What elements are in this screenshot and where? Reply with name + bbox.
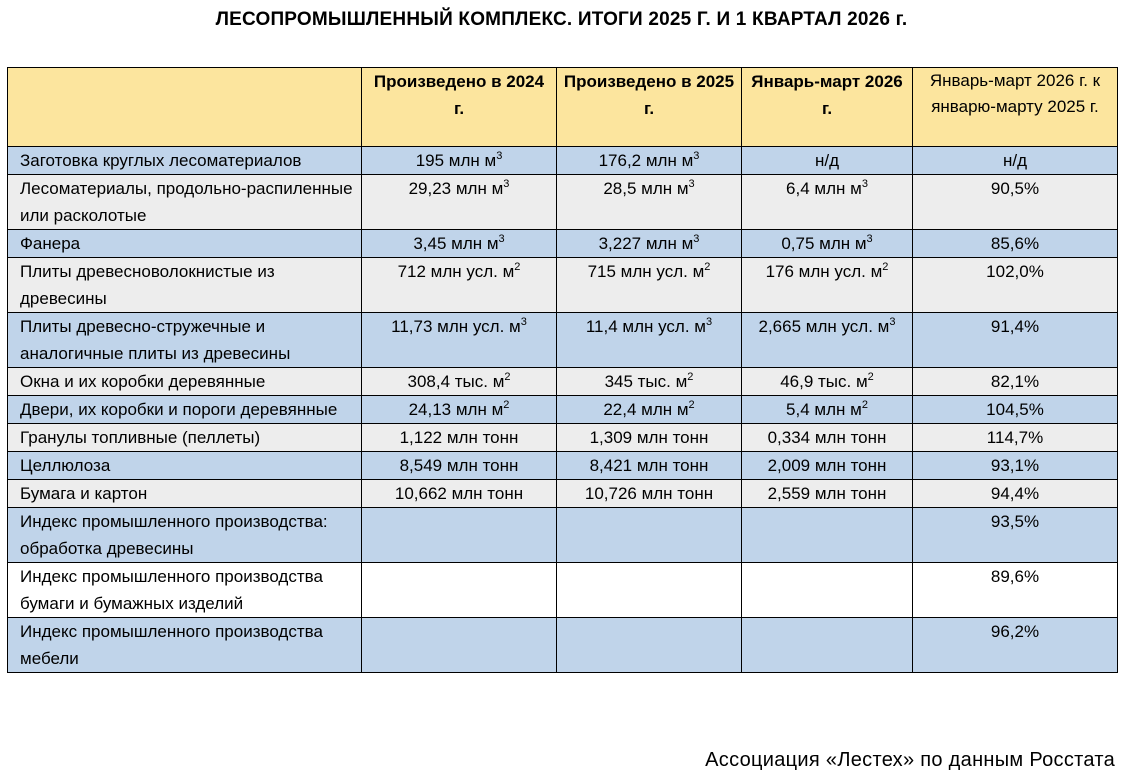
row-name-cell-text: Индекс промышленного производства мебели (20, 622, 323, 668)
value-2024-cell-text: 29,23 млн м (408, 179, 504, 198)
value-2024-cell (362, 175, 557, 230)
table-row (8, 452, 1118, 480)
ratio-cell-text: 102,0% (986, 262, 1044, 281)
value-2024-cell (362, 396, 557, 424)
row-name-cell (8, 396, 362, 424)
value-q1-2026-cell-unit-exponent: 3 (866, 233, 873, 245)
value-2025-cell-text: 11,4 млн усл. м (585, 317, 706, 336)
value-2024-cell-unit-exponent: 3 (520, 316, 527, 328)
ratio-cell (913, 618, 1118, 673)
table-row (8, 396, 1118, 424)
value-2025-cell-unit-exponent: 3 (693, 150, 700, 162)
value-q1-2026-cell (742, 368, 913, 396)
value-2025-cell-text: 1,309 млн тонн (589, 428, 709, 447)
value-2024-cell-text: 10,662 млн тонн (394, 484, 524, 503)
ratio-cell (913, 175, 1118, 230)
value-2025-cell (557, 175, 742, 230)
value-2024-cell-unit-exponent: 3 (496, 150, 503, 162)
value-2025-cell (557, 313, 742, 368)
row-name-cell-text: Гранулы топливные (пеллеты) (20, 428, 261, 447)
ratio-cell (913, 258, 1118, 313)
value-2024-cell-text: 11,73 млн усл. м (391, 317, 521, 336)
value-q1-2026-cell (742, 147, 913, 175)
value-2025-cell-text: 22,4 млн м (603, 400, 689, 419)
value-q1-2026-cell-text: н/д (814, 151, 840, 170)
row-name-cell-text: Двери, их коробки и пороги деревянные (20, 400, 338, 419)
value-2024-cell (362, 480, 557, 508)
value-2025-cell-text: 3,227 млн м (598, 234, 694, 253)
ratio-cell (913, 230, 1118, 258)
value-q1-2026-cell (742, 396, 913, 424)
table-row (8, 424, 1118, 452)
table-row (8, 147, 1118, 175)
value-q1-2026-cell-text: 0,334 млн тонн (767, 428, 887, 447)
value-2025-cell-unit-exponent: 3 (688, 178, 695, 190)
page-title: ЛЕСОПРОМЫШЛЕННЫЙ КОМПЛЕКС. ИТОГИ 2025 Г. И 1 КВАРТАЛ 2026 г. (215, 9, 908, 30)
value-q1-2026-cell (742, 313, 913, 368)
ratio-cell-text: н/д (1002, 151, 1028, 170)
value-2024-cell-text: 1,122 млн тонн (399, 428, 519, 447)
ratio-cell (913, 396, 1118, 424)
value-q1-2026-cell (742, 480, 913, 508)
row-name-cell-text: Окна и их коробки деревянные (20, 372, 266, 391)
value-q1-2026-cell-text: 2,559 млн тонн (767, 484, 887, 503)
value-2024-cell (362, 230, 557, 258)
data-table (7, 67, 1118, 673)
value-2024-cell (362, 424, 557, 452)
value-q1-2026-cell-text: 2,009 млн тонн (767, 456, 887, 475)
value-2025-cell (557, 258, 742, 313)
value-q1-2026-cell-text: 176 млн усл. м (765, 262, 883, 281)
row-name-cell-text: Лесоматериалы, продольно-распиленные или расколотые (20, 179, 353, 225)
table-row (8, 230, 1118, 258)
ratio-cell-text: 89,6% (990, 567, 1040, 586)
value-2025-cell-text: 345 тыс. м (604, 372, 688, 391)
ratio-cell (913, 452, 1118, 480)
value-q1-2026-cell (742, 452, 913, 480)
value-q1-2026-cell-text: 46,9 тыс. м (780, 372, 868, 391)
row-name-cell (8, 618, 362, 673)
row-name-cell-text: Целлюлоза (20, 456, 111, 475)
value-2025-cell (557, 424, 742, 452)
value-q1-2026-cell-unit-exponent: 2 (861, 399, 868, 411)
header-cell-ratio: Январь-март 2026 г. к январю-марту 2025 г. (913, 68, 1118, 147)
ratio-cell-text: 91,4% (990, 317, 1040, 336)
value-2024-cell (362, 618, 557, 673)
value-q1-2026-cell (742, 618, 913, 673)
row-name-cell (8, 368, 362, 396)
ratio-cell-text: 90,5% (990, 179, 1040, 198)
header-cell-2025: Произведено в 2025 г. (557, 68, 742, 147)
table-row (8, 368, 1118, 396)
value-2024-cell-unit-exponent: 3 (498, 233, 505, 245)
ratio-cell-text: 85,6% (990, 234, 1040, 253)
ratio-cell-text: 93,1% (990, 456, 1040, 475)
value-2024-cell (362, 313, 557, 368)
row-name-cell (8, 452, 362, 480)
value-q1-2026-cell-unit-exponent: 2 (867, 371, 874, 383)
ratio-cell (913, 313, 1118, 368)
value-2024-cell-text: 3,45 млн м (413, 234, 499, 253)
value-2025-cell-unit-exponent: 3 (693, 233, 700, 245)
value-2024-cell-text: 308,4 тыс. м (407, 372, 505, 391)
ratio-cell (913, 424, 1118, 452)
value-2025-cell-text: 176,2 млн м (598, 151, 694, 170)
value-2024-cell-text: 8,549 млн тонн (399, 456, 519, 475)
value-2024-cell (362, 563, 557, 618)
value-2025-cell (557, 396, 742, 424)
value-2024-cell (362, 147, 557, 175)
header-cell-name (8, 68, 362, 147)
value-2025-cell-unit-exponent: 3 (706, 316, 713, 328)
value-q1-2026-cell (742, 258, 913, 313)
value-q1-2026-cell-unit-exponent: 3 (889, 316, 896, 328)
table-row (8, 313, 1118, 368)
value-2024-cell (362, 508, 557, 563)
value-2024-cell (362, 452, 557, 480)
value-2025-cell-text: 715 млн усл. м (587, 262, 705, 281)
value-2025-cell (557, 618, 742, 673)
table-row (8, 508, 1118, 563)
row-name-cell (8, 313, 362, 368)
row-name-cell (8, 563, 362, 618)
value-2025-cell-text: 28,5 млн м (603, 179, 689, 198)
header-cell-q1-2026: Январь-март 2026 г. (742, 68, 913, 147)
ratio-cell (913, 368, 1118, 396)
row-name-cell (8, 508, 362, 563)
value-q1-2026-cell-text: 6,4 млн м (786, 179, 862, 198)
ratio-cell-text: 93,5% (990, 512, 1040, 531)
value-2025-cell (557, 368, 742, 396)
value-q1-2026-cell (742, 563, 913, 618)
value-2024-cell (362, 368, 557, 396)
ratio-cell-text: 114,7% (986, 428, 1044, 447)
value-2025-cell (557, 563, 742, 618)
row-name-cell (8, 175, 362, 230)
value-2025-cell (557, 508, 742, 563)
value-q1-2026-cell-text: 2,665 млн усл. м (758, 317, 890, 336)
ratio-cell-text: 82,1% (990, 372, 1040, 391)
value-2025-cell-unit-exponent: 2 (704, 261, 711, 273)
value-2024-cell-unit-exponent: 3 (503, 178, 510, 190)
value-q1-2026-cell (742, 424, 913, 452)
row-name-cell (8, 258, 362, 313)
row-name-cell (8, 480, 362, 508)
header-cell-2024: Произведено в 2024 г. (362, 68, 557, 147)
table-row (8, 618, 1118, 673)
ratio-cell (913, 508, 1118, 563)
value-2024-cell (362, 258, 557, 313)
value-2025-cell-unit-exponent: 2 (688, 399, 695, 411)
row-name-cell (8, 147, 362, 175)
value-2024-cell-text: 24,13 млн м (408, 400, 504, 419)
ratio-cell-text: 94,4% (990, 484, 1040, 503)
value-q1-2026-cell-unit-exponent: 2 (882, 261, 889, 273)
value-2024-cell-text: 712 млн усл. м (397, 262, 515, 281)
value-2025-cell-text: 8,421 млн тонн (589, 456, 709, 475)
table-row (8, 258, 1118, 313)
ratio-cell-text: 104,5% (986, 400, 1044, 419)
value-2025-cell (557, 147, 742, 175)
ratio-cell (913, 563, 1118, 618)
table-header-row (8, 68, 1118, 147)
table-row (8, 175, 1118, 230)
row-name-cell-text: Индекс промышленного производства: обработка древесины (20, 512, 328, 558)
value-2025-cell (557, 480, 742, 508)
value-q1-2026-cell-text: 5,4 млн м (786, 400, 862, 419)
table-row (8, 480, 1118, 508)
row-name-cell-text: Плиты древесноволокнистые из древесины (20, 262, 275, 308)
ratio-cell (913, 480, 1118, 508)
row-name-cell-text: Индекс промышленного производства бумаги и бумажных изделий (20, 567, 323, 613)
source-note: Ассоциация «Лестех» по данным Росстата (705, 749, 1115, 771)
value-2025-cell-unit-exponent: 2 (687, 371, 694, 383)
value-q1-2026-cell (742, 175, 913, 230)
value-q1-2026-cell-text: 0,75 млн м (781, 234, 867, 253)
value-q1-2026-cell (742, 230, 913, 258)
value-q1-2026-cell (742, 508, 913, 563)
value-2024-cell-unit-exponent: 2 (503, 399, 510, 411)
value-2025-cell-text: 10,726 млн тонн (584, 484, 714, 503)
row-name-cell (8, 230, 362, 258)
value-2024-cell-unit-exponent: 2 (504, 371, 511, 383)
value-2025-cell (557, 452, 742, 480)
row-name-cell-text: Заготовка круглых лесоматериалов (20, 151, 302, 170)
row-name-cell-text: Плиты древесно-стружечные и аналогичные плиты из древесины (20, 317, 291, 363)
ratio-cell (913, 147, 1118, 175)
value-q1-2026-cell-unit-exponent: 3 (861, 178, 868, 190)
ratio-cell-text: 96,2% (990, 622, 1040, 641)
row-name-cell-text: Фанера (20, 234, 81, 253)
row-name-cell (8, 424, 362, 452)
table-row (8, 563, 1118, 618)
row-name-cell-text: Бумага и картон (20, 484, 148, 503)
value-2024-cell-text: 195 млн м (415, 151, 497, 170)
value-2025-cell (557, 230, 742, 258)
value-2024-cell-unit-exponent: 2 (514, 261, 521, 273)
